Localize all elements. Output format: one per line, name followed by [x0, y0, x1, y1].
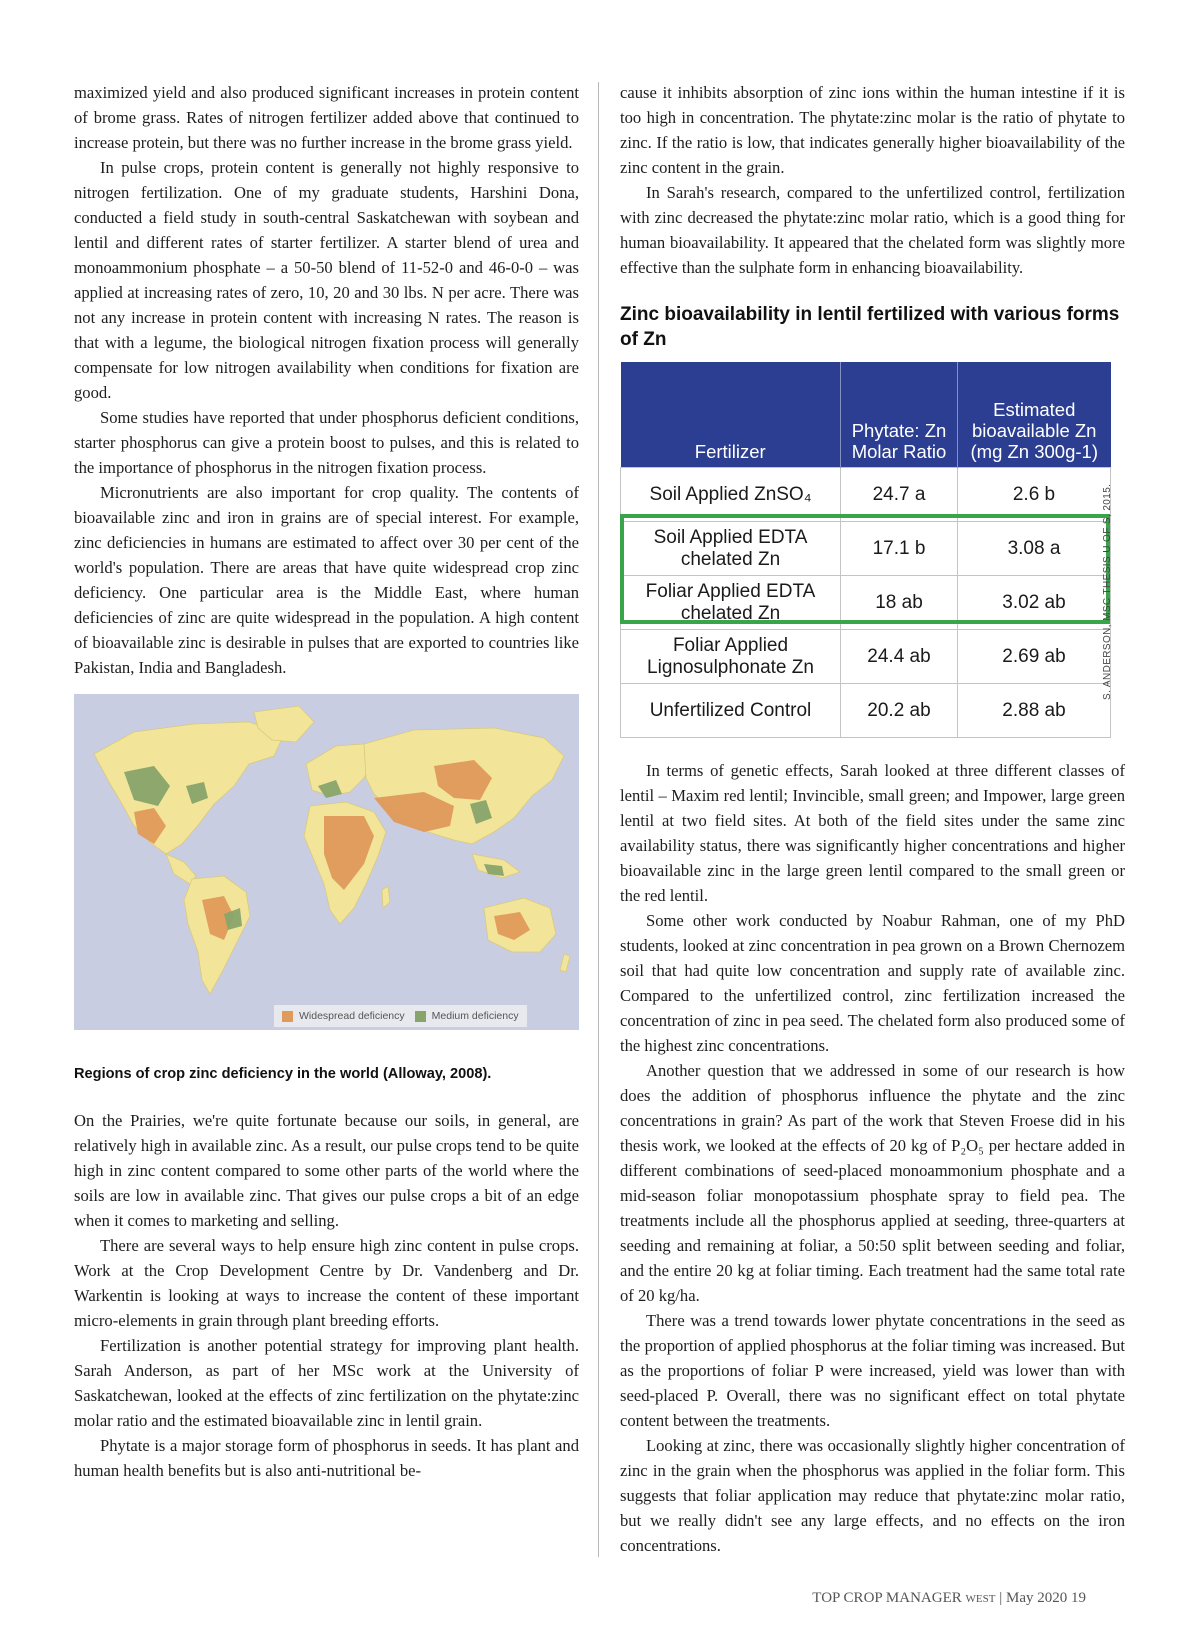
table-row — [621, 684, 1111, 738]
medium-swatch — [415, 1011, 426, 1022]
table-cell: Foliar Applied EDTA chelated Zn — [621, 576, 841, 630]
world-map-graphic — [74, 694, 579, 1030]
column-header: Phytate: Zn Molar Ratio — [841, 362, 958, 468]
table-row — [621, 576, 1111, 630]
magazine-edition: WEST — [965, 1593, 996, 1605]
paragraph: In Sarah's research, compared to the unfertilized control, fertilization with zinc decreased the phytate:zinc molar ratio, which is a good thing for human bioavailability. It appeared that the chelated form was slightly more effective than the sulphate form in enhancing bioavailability. — [620, 183, 1125, 277]
paragraph: In terms of genetic effects, Sarah looked at three different classes of lentil – Maxim red lentil; Invincible, small green; and Impower, large green lentil at two field sites. At both of the field sites under the same zinc availability status, there was significantly higher concentrations and higher bioavailable zinc in the large green lentil compared to the small green or the red lentil. — [620, 761, 1125, 905]
table-cell: 3.08 a — [958, 522, 1111, 576]
paragraph: Some other work conducted by Noabur Rahman, one of my PhD students, looked at zinc concentration in pea grown on a Brown Chernozem soil that had quite low concentration and supply rate of available zinc. Compared to the unfertilized control, zinc fertilization increased the concentration of zinc in pea seed. The chelated form also produced some of the highest zinc concentrations. — [620, 911, 1125, 1055]
paragraph: Micronutrients are also important for crop quality. The contents of bioavailable zinc and iron in grains are of special interest. For example, zinc deficiencies in humans are estimated to affect over 30 per cent of the world's population. There are areas that have quite widespread crop zinc deficiency. One particular area is the Middle East, where human deficiencies of zinc are quite widespread in the population. A high content of bioavailable zinc is desirable in pulses that are exported to countries like Pakistan, India and Bangladesh. — [74, 483, 579, 677]
zinc-bioavailability-table — [620, 362, 1111, 738]
widespread-swatch — [282, 1011, 293, 1022]
table-cell: 24.7 a — [841, 468, 958, 522]
table-row — [621, 630, 1111, 684]
zinc-table-container — [620, 362, 1110, 738]
table-cell: 2.88 ab — [958, 684, 1111, 738]
right-column — [620, 80, 1125, 1558]
paragraph: Some studies have reported that under phosphorus deficient conditions, starter phosphorus can give a protein boost to pulses, and this is related to the importance of phosphorus in the nitrogen fixation process. — [74, 408, 579, 477]
paragraph: In pulse crops, protein content is generally not highly responsive to nitrogen fertilization. One of my graduate students, Harshini Dona, conducted a field study in south-central Saskatchewan with soybean and lentil and different rates of starter fertilizer. A starter blend of urea and monoammonium phosphate – a 50-50 blend of 11-52-0 and 46-0-0 – was applied at increasing rates of zero, 10, 20 and 30 lbs. N per acre. There was not any increase in protein content with increasing N rates. The reason is that with a legume, the biological nitrogen fixation process will generally compensate for low nitrogen availability when conditions for fixation are good. — [74, 158, 579, 402]
page-footer — [700, 1590, 1086, 1607]
table-header-row — [621, 362, 1111, 468]
table-source-credit: S. ANDERSON, MSC THESIS U OF S, 2015. — [1102, 483, 1113, 700]
table-cell: Soil Applied EDTA chelated Zn — [621, 522, 841, 576]
table-cell: 2.6 b — [958, 468, 1111, 522]
table-row — [621, 522, 1111, 576]
paragraph: On the Prairies, we're quite fortunate because our soils, in general, are relatively high in available zinc. As a result, our pulse crops tend to be quite high in zinc content compared to some other parts of the world where the soils are low in available zinc. That gives our pulse crops a bit of an edge when it comes to marketing and selling. — [74, 1111, 579, 1230]
table-title: Zinc bioavailability in lentil fertilized with various forms of Zn — [620, 304, 1120, 350]
paragraph: cause it inhibits absorption of zinc ions within the human intestine if it is too high in concentration. The phytate:zinc molar is the ratio of phytate to zinc. If the ratio is low, that indicates generally higher bioavailability of the zinc content in the grain. — [620, 83, 1125, 177]
table-cell: Unfertilized Control — [621, 684, 841, 738]
table-cell: 2.69 ab — [958, 630, 1111, 684]
map-legend — [274, 1005, 527, 1027]
paragraph: Phytate is a major storage form of phosphorus in seeds. It has plant and human health benefits but is also anti-nutritional be- — [74, 1436, 579, 1480]
paragraph: There are several ways to help ensure high zinc content in pulse crops. Work at the Crop Development Centre by Dr. Vandenberg and Dr. Warkentin is looking at ways to increase the content of these important micro-elements in grain through plant breeding efforts. — [74, 1236, 579, 1330]
legend-widespread-label: Widespread deficiency — [299, 1010, 405, 1022]
table-cell: Foliar Applied Lignosulphonate Zn — [621, 630, 841, 684]
paragraph: maximized yield and also produced significant increases in protein content of brome grass. Rates of nitrogen fertilizer added above that continued to increase protein, but there was no further increase in the brome grass yield. — [74, 83, 579, 152]
table-cell: 18 ab — [841, 576, 958, 630]
table-cell: 17.1 b — [841, 522, 958, 576]
table-cell: Soil Applied ZnSO₄ — [621, 468, 841, 522]
paragraph: Another question that we addressed in some of our research is how does the addition of phosphorus influence the phytate and the zinc concentrations in grain? As part of the work that Steven Froese did in his thesis work, we looked at the effects of 20 kg of P₂O₅ per hectare added in different combinations of seed-placed monoammonium phosphate and a mid-season foliar monopotassium phosphate spray to field pea. The treatments include all the phosphorus applied at seeding, three-quarters at seeding and remaining at foliar, a 50:50 split between seeding and foliar, and the entire 20 kg at foliar timing. Each treatment had the same total rate of 20 kg/ha. — [620, 1061, 1125, 1305]
footer-separator: | — [999, 1590, 1003, 1606]
table-cell: 20.2 ab — [841, 684, 958, 738]
zinc-deficiency-world-map — [74, 694, 579, 1030]
table-cell: 24.4 ab — [841, 630, 958, 684]
magazine-name: TOP CROP MANAGER — [812, 1590, 962, 1606]
date-and-page-number: May 2020 19 — [1006, 1590, 1086, 1606]
left-column — [74, 80, 579, 1483]
paragraph: Fertilization is another potential strategy for improving plant health. Sarah Anderson, as part of her MSc work at the University of Saskatchewan, looked at the effects of zinc fertilization on the phytate:zinc molar ratio and the estimated bioavailable zinc in lentil grain. — [74, 1336, 579, 1430]
column-header: Estimated bioavailable Zn (mg Zn 300g-1) — [958, 362, 1111, 468]
paragraph: Looking at zinc, there was occasionally slightly higher concentration of zinc in the grain when the phosphorus was applied in the foliar form. This suggests that foliar application may reduce that phytate:zinc molar ratio, but we really didn't see any large effects, and no effects on the iron concentrations. — [620, 1436, 1125, 1555]
map-caption: Regions of crop zinc deficiency in the world (Alloway, 2008). — [74, 1066, 492, 1082]
table-row — [621, 468, 1111, 522]
table-cell: 3.02 ab — [958, 576, 1111, 630]
column-header: Fertilizer — [621, 362, 841, 468]
paragraph: There was a trend towards lower phytate concentrations in the seed as the proportion of applied phosphorus at the foliar timing was increased. But as the proportions of foliar P were increased, yield was lower than with seed-placed P. Overall, there was no significant effect on total phytate content between the treatments. — [620, 1311, 1125, 1430]
column-divider — [598, 82, 599, 1557]
legend-medium-label: Medium deficiency — [431, 1010, 519, 1022]
